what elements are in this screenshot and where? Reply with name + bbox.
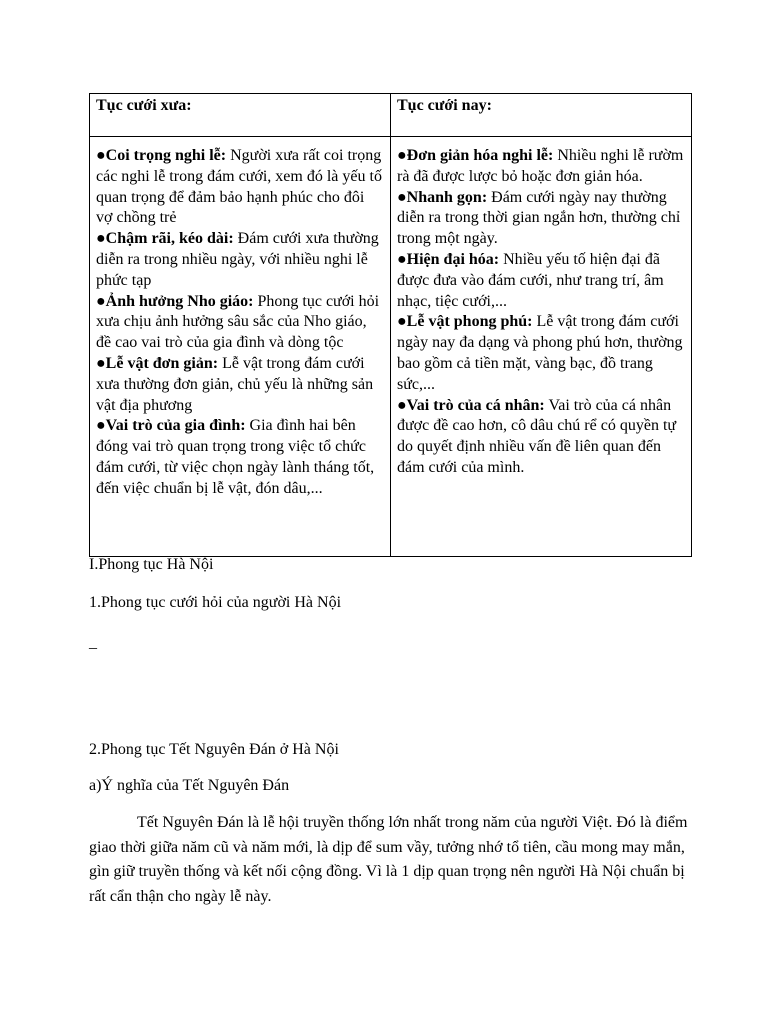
item-title: ●Vai trò của gia đình: <box>96 417 246 435</box>
item-text: Lễ vật trong đám cưới xưa thường đơn giản, chủ yếu là những sản vật địa phương <box>96 354 374 414</box>
placeholder-dash: _ <box>89 634 97 651</box>
item-title: ●Hiện đại hóa: <box>397 250 500 268</box>
item-text: Gia đình hai bên đóng vai trò quan trọng trong việc tổ chức đám cưới, từ việc chọn ngày lành tháng tốt, đến việc chuẩn bị lễ vật, đón dâu,... <box>96 417 375 497</box>
item-text: Đám cưới xưa thường diễn ra trong nhiều ngày, với nhiều nghi lễ phức tạp <box>96 230 379 289</box>
paragraph-text: Tết Nguyên Đán là lễ hội truyền thống lớn nhất trong năm của người Việt. Đó là điểm giao thời giữa năm cũ và năm mới, là dịp để sum vầy, tưởng nhớ tổ tiên, cầu mong may mắn, gìn giữ truyền thống và kết nối cộng đồng. Vì là 1 dịp quan trọng nên người Hà Nội chuẩn bị rất cẩn thận cho ngày lễ này. <box>89 814 688 905</box>
item-title: ●Đơn giản hóa nghi lễ: <box>397 147 554 164</box>
subsubsection-heading: a)Ý nghĩa của Tết Nguyên Đán <box>89 777 290 794</box>
list-item <box>397 188 685 250</box>
header-old-label: Tục cưới xưa: <box>96 97 192 114</box>
item-title: ●Nhanh gọn: <box>397 188 488 206</box>
item-title: ●Ảnh hưởng Nho giáo: <box>96 292 254 310</box>
item-title: ●Vai trò của cá nhân: <box>397 396 545 414</box>
old-customs-cell <box>90 137 391 557</box>
table-body-row <box>90 137 692 557</box>
list-item <box>397 396 685 479</box>
item-text: Phong tục cưới hỏi xưa chịu ảnh hưởng sâu sắc của Nho giáo, đề cao vai trò của gia đình và dòng tộc <box>96 292 380 352</box>
list-item <box>96 229 384 291</box>
item-title: ●Coi trọng nghi lễ: <box>96 147 227 164</box>
header-cell-old <box>90 94 391 137</box>
list-item <box>397 250 685 312</box>
list-item <box>96 292 384 354</box>
new-customs-cell <box>391 137 692 557</box>
item-text: Nhiều yếu tố hiện đại đã được đưa vào đám cưới, như trang trí, âm nhạc, tiệc cưới,... <box>397 250 664 310</box>
comparison-table <box>89 93 692 557</box>
list-item <box>96 354 384 416</box>
list-item <box>96 146 384 229</box>
header-cell-new <box>391 94 692 137</box>
list-item <box>397 146 685 188</box>
item-title: ●Chậm rãi, kéo dài: <box>96 230 234 248</box>
item-title: ●Lễ vật đơn giản: <box>96 354 219 372</box>
table-header-row <box>90 94 692 137</box>
item-text: Đám cưới ngày nay thường diễn ra trong thời gian ngắn hơn, thường chỉ trong một ngày. <box>397 188 681 248</box>
list-item <box>96 416 384 499</box>
item-title: ●Lễ vật phong phú: <box>397 313 533 331</box>
section-heading: I.Phong tục Hà Nội <box>89 556 214 573</box>
header-new-label: Tục cưới nay: <box>397 97 492 114</box>
item-text: Vai trò của cá nhân được đề cao hơn, cô dâu chú rể có quyền tự do quyết định nhiều vấn đề liên quan đến đám cưới của mình. <box>397 396 677 476</box>
subsection-heading: 1.Phong tục cưới hỏi của người Hà Nội <box>89 594 342 611</box>
item-text: Lễ vật trong đám cưới ngày nay đa dạng và phong phú hơn, thường bao gồm cả tiền mặt, vàng bạc, đồ trang sức,... <box>397 313 683 393</box>
body-paragraph <box>89 811 689 909</box>
subsection-heading: 2.Phong tục Tết Nguyên Đán ở Hà Nội <box>89 741 339 758</box>
item-text: Người xưa rất coi trọng các nghi lễ trong đám cưới, xem đó là yếu tố quan trọng để đảm bảo hạnh phúc cho đôi vợ chồng trẻ <box>96 147 382 227</box>
item-text: Nhiều nghi lễ rườm rà đã được lược bỏ hoặc đơn giản hóa. <box>397 147 684 185</box>
list-item <box>397 312 685 395</box>
